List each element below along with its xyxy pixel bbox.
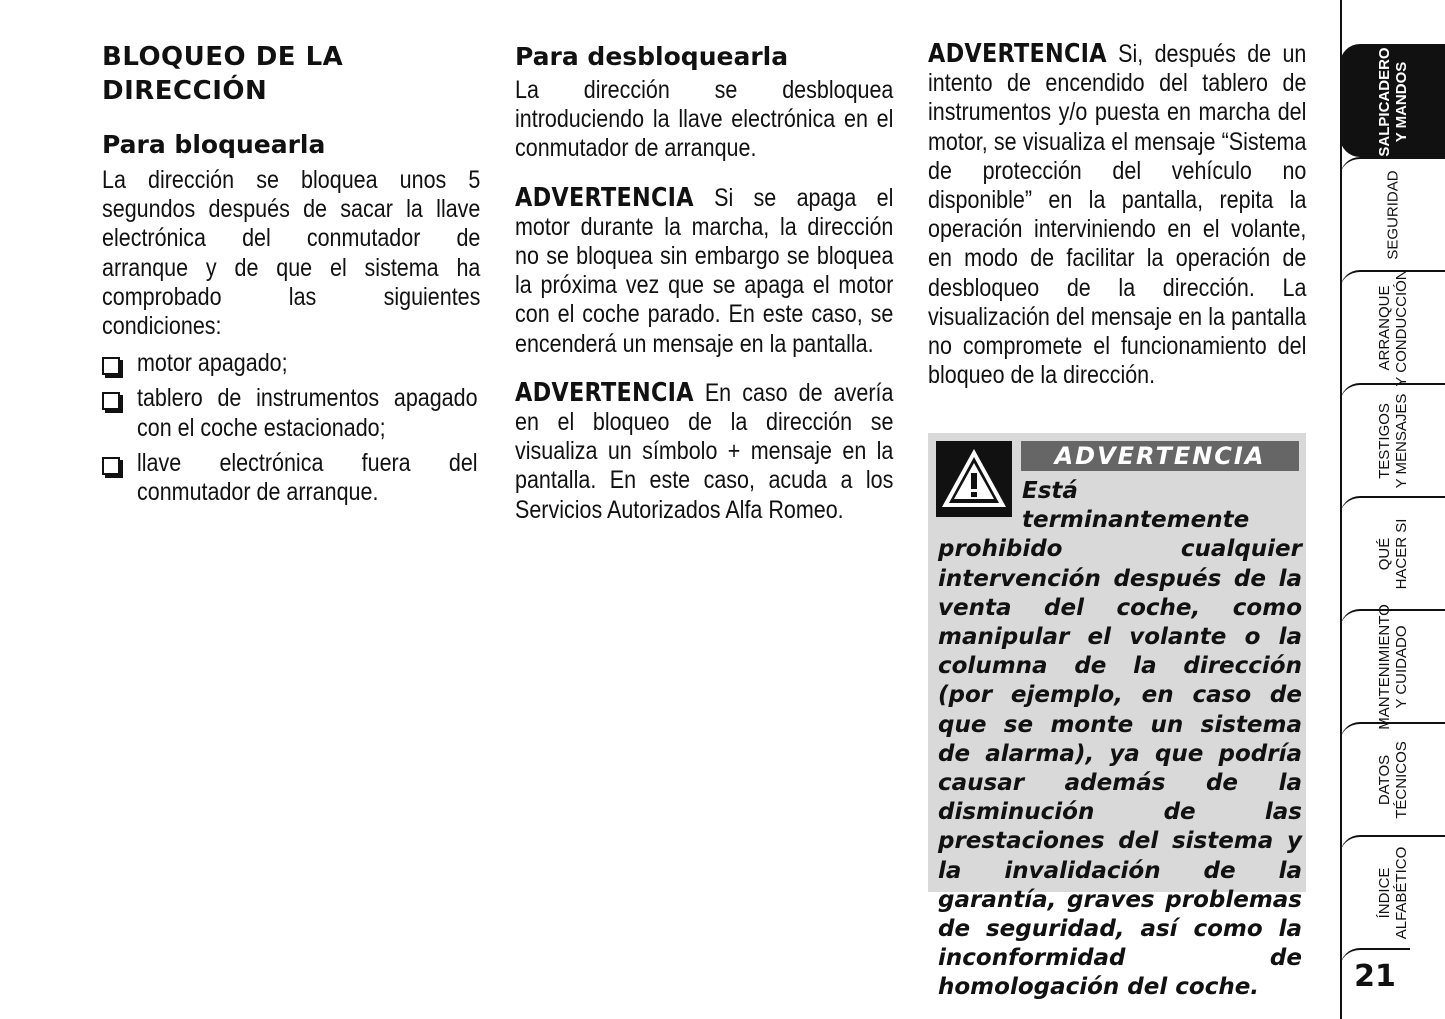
- warning-paragraph-2: [515, 379, 893, 525]
- list-item: [102, 384, 480, 442]
- warning-keyword: ADVERTENCIA: [515, 377, 694, 408]
- list-item: [102, 349, 480, 378]
- warning-box-text: [938, 477, 1302, 1003]
- warning-text: Si, después de un intento de encendido del tablero de instrumentos y/o puesta en marcha del motor, se visualiza el mensaje “Sistema de protección del vehículo no disponible” en la pantalla, repita la operación interviniendo en el volante, en modo de facilitar la operación de desbloqueo de la dirección. La visualización del mensaje en la pantalla no compromete el funcionamiento del bloqueo de la dirección.: [928, 40, 1307, 390]
- warning-box-body: Está terminantemente prohibido cualquier intervención después de la venta del coche, como manipular el volante o la columna de la dirección (por ejemplo, en caso de que se monte un sistema de alarma), ya que podría causar además de la disminución de las prestaciones del sistema y la invalidación de la garantía, graves problemas de seguridad, así como la inconformidad de homologación del coche.: [938, 478, 1302, 1001]
- column-middle: [515, 40, 893, 533]
- page-number: 21: [1340, 948, 1410, 1019]
- tab-arranque[interactable]: ARRANQUE Y CONDUCCIÓN: [1340, 270, 1445, 383]
- section-title: BLOQUEO DE LA DIRECCIÓN: [102, 42, 344, 106]
- tab-que-hacer-si[interactable]: QUÉ HACER SI: [1340, 496, 1445, 609]
- lock-intro-text: La dirección se bloquea unos 5 segundos después de sacar la llave electrónica del conmutador de arranque y de que el sistema ha comprobado las siguientes condiciones:: [102, 166, 481, 341]
- checkbox-bullet-icon: [102, 357, 120, 375]
- warning-paragraph-1: [515, 184, 893, 359]
- condition-text: motor apagado;: [137, 349, 288, 378]
- column-left: [102, 40, 480, 513]
- warning-box: [928, 433, 1306, 1001]
- warning-keyword: ADVERTENCIA: [928, 39, 1107, 69]
- tab-datos-tecnicos[interactable]: DATOS TÉCNICOS: [1340, 722, 1445, 835]
- warning-keyword: ADVERTENCIA: [515, 182, 694, 213]
- tab-mantenimiento[interactable]: MANTENIMIENTO Y CUIDADO: [1340, 609, 1445, 722]
- column-right: [928, 40, 1306, 390]
- tab-testigos[interactable]: TESTIGOS Y MENSAJES: [1340, 383, 1445, 496]
- checkbox-bullet-icon: [102, 392, 120, 410]
- chapter-tabs: [1340, 0, 1445, 1019]
- list-item: [102, 449, 480, 507]
- tab-seguridad[interactable]: SEGURIDAD: [1340, 157, 1445, 270]
- unlock-text: La dirección se desbloquea introduciendo la llave electrónica en el conmutador de arranque.: [515, 76, 894, 163]
- tab-indice[interactable]: ÍNDICE ALFABÉTICO: [1340, 835, 1445, 948]
- warning-paragraph-3: [928, 40, 1306, 390]
- condition-text: tablero de instrumentos apagado con el coche estacionado;: [137, 384, 478, 442]
- warning-text: Si se apaga el motor durante la marcha, la dirección no se bloquea sin embargo se bloquea la próxima vez que se apaga el motor con el coche parado. En este caso, se encenderá un mensaje en la pantalla.: [515, 183, 894, 358]
- subtitle-lock: Para bloquearla: [102, 130, 326, 159]
- warning-text: En caso de avería en el bloqueo de la dirección se visualiza un símbolo + mensaje en la pantalla. En este caso, acuda a los Servicios Autorizados Alfa Romeo.: [515, 378, 894, 524]
- warning-banner: ADVERTENCIA: [1021, 441, 1299, 471]
- condition-text: llave electrónica fuera del conmutador de arranque.: [137, 448, 478, 507]
- checkbox-bullet-icon: [102, 457, 120, 475]
- subtitle-unlock: Para desbloquearla: [515, 42, 789, 71]
- tab-salpicadero[interactable]: SALPICADERO Y MANDOS: [1340, 44, 1445, 157]
- conditions-list: [102, 349, 480, 507]
